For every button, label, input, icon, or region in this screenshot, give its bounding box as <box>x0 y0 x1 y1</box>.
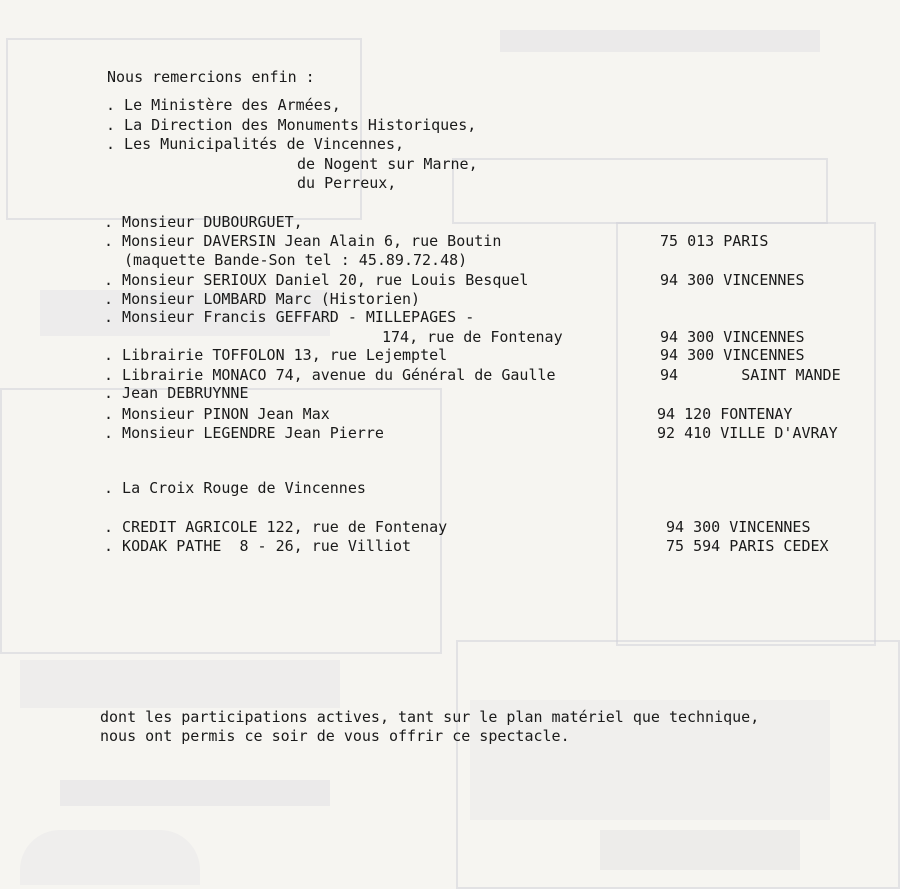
bleed-through-shape-6 <box>600 830 800 870</box>
postal-city: 75 013 PARIS <box>660 232 769 250</box>
thanks-item: . La Croix Rouge de Vincennes <box>104 479 366 497</box>
bleed-through-shape-7 <box>20 830 200 885</box>
closing-line: dont les participations actives, tant sur le plan matériel que technique, <box>100 708 760 726</box>
bleed-through-shape-2 <box>20 660 340 708</box>
thanks-item: . Monsieur SERIOUX Daniel 20, rue Louis Besquel <box>104 271 529 289</box>
thanks-item: . Les Municipalités de Vincennes, <box>106 135 405 153</box>
thanks-item: . Monsieur Francis GEFFARD - MILLEPAGES - <box>104 308 475 326</box>
bleed-through-shape-4 <box>500 30 820 52</box>
closing-line: nous ont permis ce soir de vous offrir ce spectacle. <box>100 727 570 745</box>
thanks-item: (maquette Bande-Son tel : 45.89.72.48) <box>124 251 468 269</box>
thanks-item: . Librairie TOFFOLON 13, rue Lejemptel <box>104 346 448 364</box>
thanks-item: . Le Ministère des Armées, <box>106 96 341 114</box>
postal-city: 92 410 VILLE D'AVRAY <box>657 424 838 442</box>
postal-city: 75 594 PARIS CEDEX <box>666 537 829 555</box>
postal-city: 94 300 VINCENNES <box>660 271 805 289</box>
postal-city: 94 300 VINCENNES <box>660 328 805 346</box>
bleed-through-shape-3 <box>60 780 330 806</box>
thanks-item: . KODAK PATHE 8 - 26, rue Villiot <box>104 537 412 555</box>
thanks-item: . Monsieur PINON Jean Max <box>104 405 330 423</box>
thanks-item: . Monsieur LEGENDRE Jean Pierre <box>104 424 384 442</box>
thanks-item: . CREDIT AGRICOLE 122, rue de Fontenay <box>104 518 448 536</box>
thanks-item: du Perreux, <box>297 174 397 192</box>
thanks-item: de Nogent sur Marne, <box>297 155 478 173</box>
postal-city: 94 300 VINCENNES <box>666 518 811 536</box>
postal-city: 94 120 FONTENAY <box>657 405 793 423</box>
thanks-item: . Monsieur DAVERSIN Jean Alain 6, rue Boutin <box>104 232 502 250</box>
postal-city: 94 300 VINCENNES <box>660 346 805 364</box>
thanks-item: . Jean DEBRUYNNE <box>104 384 249 402</box>
thanks-item: . La Direction des Monuments Historiques, <box>106 116 477 134</box>
bleed-through-box-right <box>452 158 828 224</box>
thanks-item: . Monsieur LOMBARD Marc (Historien) <box>104 290 421 308</box>
thanks-item: . Librairie MONACO 74, avenue du Général de Gaulle <box>104 366 556 384</box>
thanks-item: 174, rue de Fontenay <box>382 328 563 346</box>
intro-heading: Nous remercions enfin : <box>107 68 315 86</box>
postal-city: 94 SAINT MANDE <box>660 366 841 384</box>
thanks-item: . Monsieur DUBOURGUET, <box>104 213 303 231</box>
